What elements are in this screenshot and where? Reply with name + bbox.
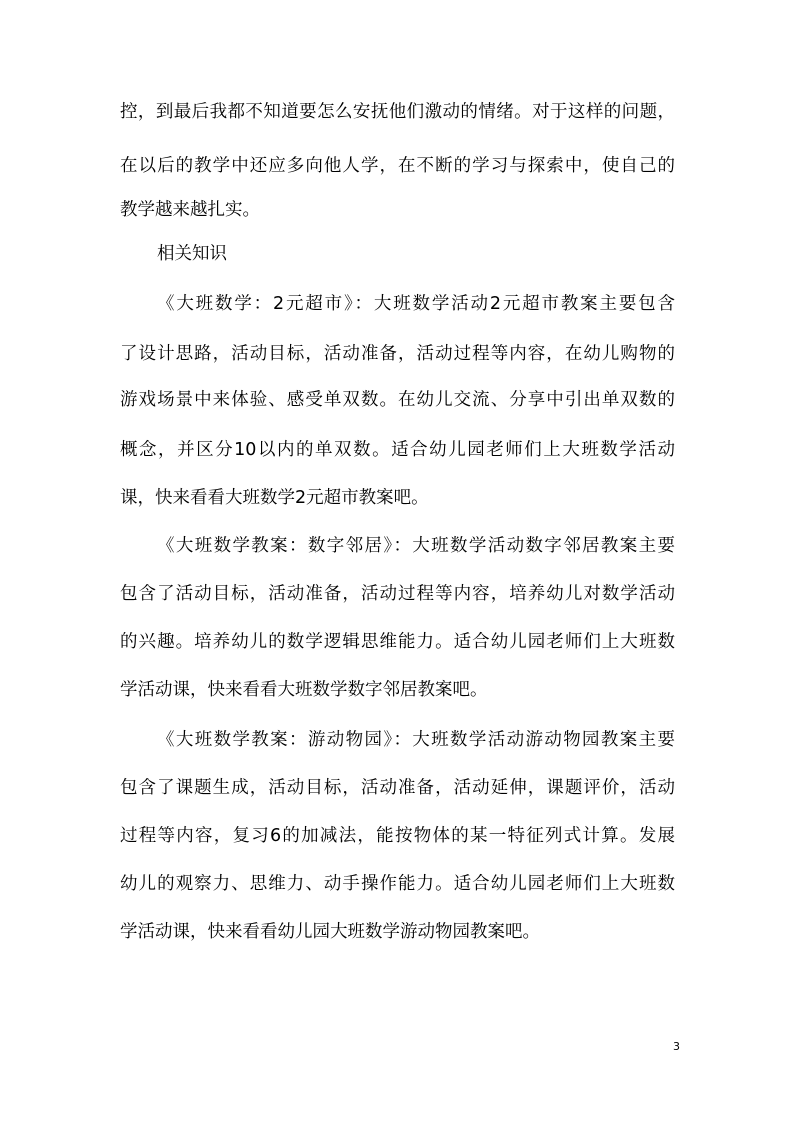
section-heading: 相关知识 xyxy=(157,244,227,264)
paragraph-line: 学活动课，快来看看大班数学数字邻居教案吧。 xyxy=(120,680,488,700)
paragraph-line: 幼儿的观察力、思维力、动手操作能力。适合幼儿园老师们上大班数 xyxy=(120,874,675,894)
paragraph-line: 包含了课题生成，活动目标，活动准备，活动延伸，课题评价，活动 xyxy=(120,778,675,798)
page-number: 3 xyxy=(673,1040,680,1053)
paragraph-line: 概念，并区分10以内的单双数。适合幼儿园老师们上大班数学活动 xyxy=(120,440,675,460)
paragraph-line: 的兴趣。培养幼儿的数学逻辑思维能力。适合幼儿园老师们上大班数 xyxy=(120,632,675,652)
paragraph-line: 包含了活动目标，活动准备，活动过程等内容，培养幼儿对数学活动 xyxy=(120,584,675,604)
paragraph-line: 学活动课，快来看看幼儿园大班数学游动物园教案吧。 xyxy=(120,922,540,942)
paragraph-line: 《大班数学教案：数字邻居》：大班数学活动数字邻居教案主要 xyxy=(157,536,675,556)
paragraph-line: 控，到最后我都不知道要怎么安抚他们激动的情绪。对于这样的问题， xyxy=(120,102,675,122)
paragraph-line: 游戏场景中来体验、感受单双数。在幼儿交流、分享中引出单双数的 xyxy=(120,390,675,410)
paragraph-line: 了设计思路，活动目标，活动准备，活动过程等内容，在幼儿购物的 xyxy=(120,344,675,364)
paragraph-line: 教学越来越扎实。 xyxy=(120,200,260,220)
paragraph-line: 《大班数学：2元超市》：大班数学活动2元超市教案主要包含 xyxy=(157,294,675,314)
paragraph-line: 《大班数学教案：游动物园》：大班数学活动游动物园教案主要 xyxy=(157,730,675,750)
paragraph-line: 在以后的教学中还应多向他人学，在不断的学习与探索中，使自己的 xyxy=(120,156,675,176)
paragraph-line: 过程等内容，复习6的加减法，能按物体的某一特征列式计算。发展 xyxy=(120,826,675,846)
paragraph-line: 课，快来看看大班数学2元超市教案吧。 xyxy=(120,488,429,508)
